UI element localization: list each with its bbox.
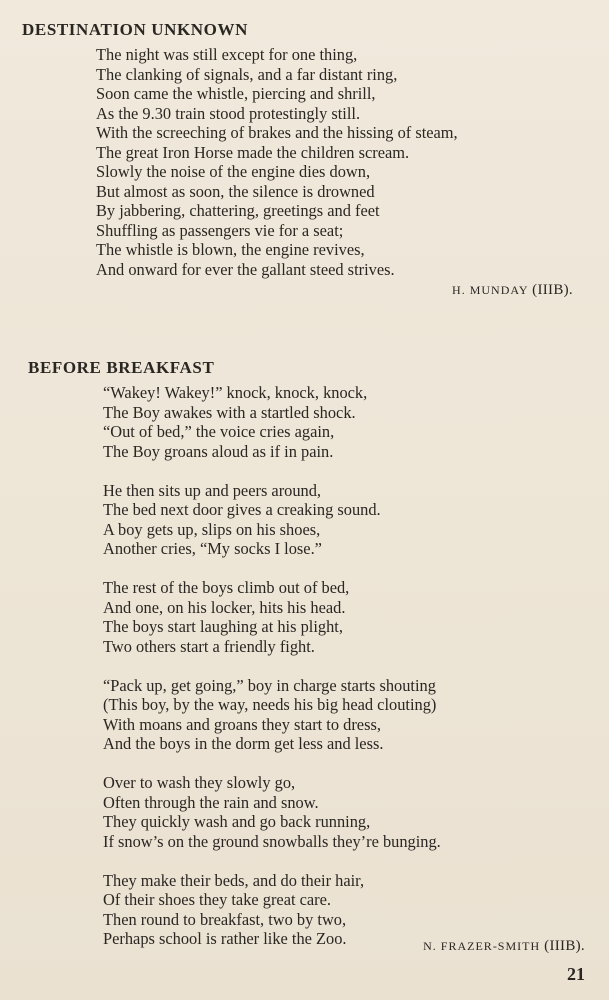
stanza-break — [103, 754, 441, 774]
poem-line: With moans and groans they start to dress, — [103, 714, 381, 734]
poem-body-destination-unknown — [96, 45, 458, 279]
poem-line: Then round to breakfast, two by two, — [103, 909, 347, 929]
poem-line: By jabbering, chattering, greetings and feet — [96, 201, 380, 220]
poem-line: “Wakey! Wakey!” knock, knock, knock, — [103, 383, 368, 402]
poem-line: “Out of bed,” the voice cries again, — [103, 422, 335, 441]
poem-line: As the 9.30 train stood protestingly still. — [96, 103, 361, 123]
poem-line: A boy gets up, slips on his shoes, — [103, 519, 321, 539]
stanza-break — [103, 559, 441, 579]
poem-line: “Pack up, get going,” boy in charge starts shouting — [103, 675, 436, 695]
stanza-break — [103, 461, 441, 481]
poem-line: The bed next door gives a creaking sound. — [103, 500, 381, 519]
poem-line: The Boy awakes with a startled shock. — [103, 402, 356, 422]
poem-line: (This boy, by the way, needs his big head clouting) — [103, 695, 437, 714]
poem-author-munday — [452, 282, 573, 299]
poem-title-before-breakfast: BEFORE BREAKFAST — [28, 358, 215, 377]
poem-line: The Boy groans aloud as if in pain. — [103, 441, 334, 461]
poem-line: The clanking of signals, and a far distant ring, — [96, 64, 398, 84]
poem-line: And onward for ever the gallant steed strives. — [96, 259, 395, 279]
poem-line: The great Iron Horse made the children scream. — [96, 142, 410, 162]
poem-body-before-breakfast — [103, 383, 441, 949]
poem-line: If snow’s on the ground snowballs they’re bunging. — [103, 831, 441, 851]
poem-line: Slowly the noise of the engine dies down, — [96, 162, 371, 181]
poem-line: With the screeching of brakes and the hissing of steam, — [96, 123, 458, 142]
poem-line: And one, on his locker, hits his head. — [103, 597, 346, 617]
page-number: 21 — [567, 964, 585, 984]
stanza-break — [103, 851, 441, 871]
poem-line: The boys start laughing at his plight, — [103, 617, 343, 636]
poem-line: But almost as soon, the silence is drowned — [96, 181, 375, 201]
poem-line: Over to wash they slowly go, — [103, 773, 296, 792]
poem-line: Often through the rain and snow. — [103, 792, 319, 812]
author-name: N. FRAZER-SMITH — [423, 939, 541, 953]
poem-line: The rest of the boys climb out of bed, — [103, 578, 350, 597]
poem-line: Soon came the whistle, piercing and shrill, — [96, 84, 376, 103]
poem-line: He then sits up and peers around, — [103, 480, 322, 500]
poem-line: Of their shoes they take great care. — [103, 890, 331, 909]
poem-line: They quickly wash and go back running, — [103, 812, 371, 831]
poem-line: Another cries, “My socks I lose.” — [103, 539, 322, 558]
poem-line: The whistle is blown, the engine revives, — [96, 240, 365, 259]
poem-line: Shuffling as passengers vie for a seat; — [96, 220, 344, 240]
poem-line: They make their beds, and do their hair, — [103, 870, 365, 890]
poem-line: And the boys in the dorm get less and less. — [103, 734, 384, 753]
poem-line: Two others start a friendly fight. — [103, 636, 315, 656]
poem-line: The night was still except for one thing, — [96, 45, 358, 64]
author-name: H. MUNDAY — [452, 283, 529, 297]
author-form: (IIIB). — [544, 938, 585, 954]
stanza-break — [103, 656, 441, 676]
poem-author-frazer-smith — [423, 938, 585, 955]
poem-title-destination-unknown: DESTINATION UNKNOWN — [22, 20, 248, 39]
poem-line: Perhaps school is rather like the Zoo. — [103, 929, 347, 948]
author-form: (IIIB). — [532, 282, 573, 298]
